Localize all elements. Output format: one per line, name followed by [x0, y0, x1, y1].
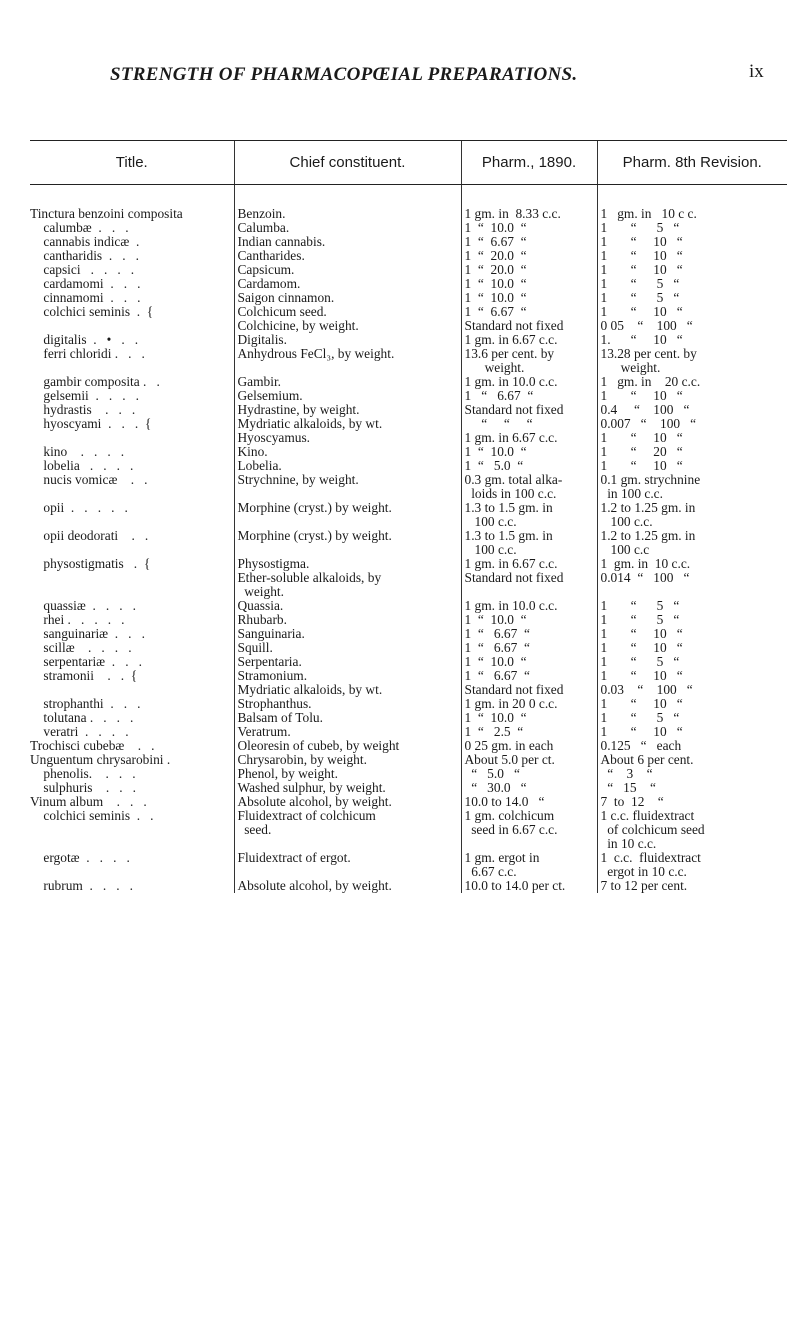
table-header-row	[30, 141, 787, 185]
pharm-1890-cell: 1 “ 6.67 “	[461, 235, 597, 249]
pharm-8th-cell: 1 “ 10 “	[597, 235, 787, 249]
title-cell: cantharidis . . .	[30, 249, 139, 263]
constituent-cell: Veratrum.	[234, 725, 461, 739]
title-cell: quassiæ . . . .	[30, 599, 137, 613]
title-cell: colchici seminis . {	[43, 305, 154, 319]
title-cell: opii deodorati . .	[30, 529, 149, 543]
table-row	[30, 851, 787, 879]
title-cell: nucis vomicæ . .	[30, 473, 148, 487]
running-header: STRENGTH OF PHARMACOPŒIAL PREPARATIONS.	[110, 64, 578, 85]
table-row	[30, 641, 787, 655]
pharm-8th-cell: 1 gm. in 10 c.c. 0.014 “ 100 “	[597, 557, 787, 599]
pharm-1890-cell: 1 “ 10.0 “	[461, 291, 597, 305]
pharm-8th-cell: 1 “ 10 “	[597, 641, 787, 655]
constituent-cell: Squill.	[234, 641, 461, 655]
title-cell: sulphuris . . .	[30, 781, 137, 795]
title-cell: gambir composita . .	[30, 375, 160, 389]
title-cell: Vinum album . . .	[30, 795, 147, 809]
table-row	[30, 529, 787, 557]
pharm-8th-cell: 1 “ 10 “	[597, 459, 787, 473]
title-cell: cinnamomi . . .	[30, 291, 141, 305]
constituent-cell: Benzoin.	[234, 185, 461, 222]
title-cell: sanguinariæ . . .	[30, 627, 145, 641]
pharm-1890-cell: 1 gm. in 10.0 c.c.	[461, 375, 597, 389]
table-row	[30, 501, 787, 529]
pharm-8th-cell: 1 “ 5 “	[597, 277, 787, 291]
pharm-1890-cell: 1 “ 6.67 “	[461, 389, 597, 403]
title-cell: Tinctura benzoini composita	[30, 206, 183, 221]
constituent-cell: Absolute alcohol, by weight.	[234, 795, 461, 809]
pharm-1890-cell: 1 “ 10.0 “	[461, 613, 597, 627]
pharm-8th-cell: 1 “ 5 “	[597, 291, 787, 305]
pharm-8th-cell: “ 3 “	[597, 767, 787, 781]
constituent-cell: Physostigma. Ether-soluble alkaloids, by weight.	[234, 557, 461, 599]
pharm-1890-cell: 0 25 gm. in each	[461, 739, 597, 753]
title-cell: gelsemii . . . .	[30, 389, 139, 403]
column-header-title: Title.	[30, 141, 234, 185]
constituent-cell: Fluidextract of ergot.	[234, 851, 461, 879]
pharm-8th-cell: 1 “ 10 “	[597, 697, 787, 711]
pharm-1890-cell: 1 “ 20.0 “	[461, 263, 597, 277]
table-row	[30, 221, 787, 235]
constituent-cell: Calumba.	[234, 221, 461, 235]
table-row	[30, 445, 787, 459]
title-cell: cardamomi . . .	[30, 277, 141, 291]
constituent-cell: Fluidextract of colchicum seed.	[234, 809, 461, 851]
pharm-8th-cell: 1 “ 20 “	[597, 445, 787, 459]
constituent-cell: Quassia.	[234, 599, 461, 613]
table-row	[30, 473, 787, 501]
pharm-8th-cell: 1 “ 5 “	[597, 655, 787, 669]
pharm-1890-cell: 1.3 to 1.5 gm. in 100 c.c.	[461, 501, 597, 529]
pharm-8th-cell: 1 “ 10 “	[597, 627, 787, 641]
pharm-1890-cell: 1 “ 6.67 “ Standard not fixed	[461, 669, 597, 697]
table-row	[30, 879, 787, 893]
pharm-1890-cell: 1 gm. in 8.33 c.c.	[461, 185, 597, 222]
table-body	[30, 185, 787, 894]
pharm-8th-cell: “ 15 “	[597, 781, 787, 795]
title-cell: capsici . . . .	[30, 263, 135, 277]
pharm-1890-cell: 1 “ 10.0 “	[461, 277, 597, 291]
constituent-cell: Gambir.	[234, 375, 461, 389]
table-row	[30, 599, 787, 613]
constituent-cell: Digitalis.	[234, 333, 461, 347]
table-row	[30, 809, 787, 851]
pharm-1890-cell: “ “ “ 1 gm. in 6.67 c.c.	[461, 417, 597, 445]
column-header-chief-constituent: Chief constituent.	[234, 141, 461, 185]
table-row	[30, 753, 787, 767]
table-row	[30, 781, 787, 795]
pharm-1890-cell: 1 “ 2.5 “	[461, 725, 597, 739]
pharm-1890-cell: 1 gm. ergot in 6.67 c.c.	[461, 851, 597, 879]
constituent-cell: Capsicum.	[234, 263, 461, 277]
pharm-1890-cell: 10.0 to 14.0 per ct.	[461, 879, 597, 893]
pharm-1890-cell: 1 “ 20.0 “	[461, 249, 597, 263]
pharm-1890-cell: 1 “ 10.0 “	[461, 711, 597, 725]
pharm-8th-cell: 7 to 12 per cent.	[597, 879, 787, 893]
pharm-8th-cell: 1 “ 5 “	[597, 221, 787, 235]
pharm-1890-cell: “ 30.0 “	[461, 781, 597, 795]
pharm-8th-cell: 1 “ 10 “ 0.03 “ 100 “	[597, 669, 787, 697]
pharm-1890-cell: “ 5.0 “	[461, 767, 597, 781]
column-header-pharm-1890: Pharm., 1890.	[461, 141, 597, 185]
constituent-cell: Phenol, by weight.	[234, 767, 461, 781]
title-cell: digitalis . • . .	[30, 333, 139, 347]
title-cell: veratri . . . .	[30, 725, 129, 739]
table-row	[30, 697, 787, 711]
title-cell: serpentariæ . . .	[30, 655, 142, 669]
pharm-1890-cell: 1 gm. in 6.67 c.c.	[461, 333, 597, 347]
table-row	[30, 185, 787, 222]
pharm-1890-cell: 1 gm. in 6.67 c.c. Standard not fixed	[461, 557, 597, 599]
pharm-8th-cell: 1 c.c. fluidextract ergot in 10 c.c.	[597, 851, 787, 879]
pharm-1890-cell: 1 “ 6.67 “ Standard not fixed	[461, 305, 597, 333]
pharm-1890-cell: 1 “ 10.0 “	[461, 221, 597, 235]
table-row	[30, 347, 787, 375]
title-cell: phenolis. . . .	[30, 767, 136, 781]
constituent-cell: Cardamom.	[234, 277, 461, 291]
table-row	[30, 767, 787, 781]
constituent-cell: Cantharides.	[234, 249, 461, 263]
pharm-1890-cell: 1 “ 5.0 “	[461, 459, 597, 473]
table-row	[30, 291, 787, 305]
table-row	[30, 249, 787, 263]
constituent-cell: Colchicum seed. Colchicine, by weight.	[234, 305, 461, 333]
pharm-8th-cell: 1 c.c. fluidextract of colchicum seed in 10 c.c.	[597, 809, 787, 851]
pharm-8th-cell: 1 “ 5 “	[597, 599, 787, 613]
pharm-1890-cell: 1 gm. in 20 0 c.c.	[461, 697, 597, 711]
constituent-cell: Washed sulphur, by weight.	[234, 781, 461, 795]
constituent-cell: Strychnine, by weight.	[234, 473, 461, 501]
constituent-cell: Stramonium. Mydriatic alkaloids, by wt.	[234, 669, 461, 697]
constituent-cell: Anhydrous FeCl₃, by weight.	[234, 347, 461, 375]
pharm-1890-cell: 10.0 to 14.0 “	[461, 795, 597, 809]
table-row	[30, 277, 787, 291]
pharm-1890-cell: 1 “ 10.0 “	[461, 445, 597, 459]
pharm-8th-cell: 1 “ 5 “	[597, 711, 787, 725]
constituent-cell: Absolute alcohol, by weight.	[234, 879, 461, 893]
table-row	[30, 375, 787, 389]
title-cell: strophanthi . . .	[30, 697, 141, 711]
column-header-pharm-8th-revision: Pharm. 8th Revision.	[597, 141, 787, 185]
pharm-8th-cell: 7 to 12 “	[597, 795, 787, 809]
pharm-1890-cell: 1 “ 10.0 “	[461, 655, 597, 669]
pharm-8th-cell: 1 “ 10 “	[597, 263, 787, 277]
title-cell: Trochisci cubebæ . .	[30, 739, 155, 753]
table-row	[30, 263, 787, 277]
table-row	[30, 403, 787, 417]
pharm-8th-cell: About 6 per cent.	[597, 753, 787, 767]
constituent-cell: Morphine (cryst.) by weight.	[234, 529, 461, 557]
pharm-1890-cell: 13.6 per cent. by weight.	[461, 347, 597, 375]
title-cell: rubrum . . . .	[30, 879, 134, 893]
table-row	[30, 459, 787, 473]
pharm-8th-cell: 1 “ 10 “	[597, 725, 787, 739]
pharm-8th-cell: 1. “ 10 “	[597, 333, 787, 347]
table-row	[30, 333, 787, 347]
pharm-1890-cell: About 5.0 per ct.	[461, 753, 597, 767]
pharm-8th-cell: 1 “ 10 “	[597, 389, 787, 403]
constituent-cell: Saigon cinnamon.	[234, 291, 461, 305]
constituent-cell: Strophanthus.	[234, 697, 461, 711]
pharm-8th-cell: 1 “ 10 “	[597, 249, 787, 263]
title-cell: rhei . . . . .	[30, 613, 125, 627]
table-row	[30, 235, 787, 249]
table-row	[30, 795, 787, 809]
table-row	[30, 417, 787, 445]
title-cell: Unguentum chrysarobini .	[30, 753, 171, 767]
title-cell: hyoscyami . . . {	[43, 417, 152, 431]
title-cell: hydrastis . . .	[30, 403, 136, 417]
table-row	[30, 627, 787, 641]
page-number: ix	[749, 61, 764, 82]
table-row	[30, 305, 787, 333]
constituent-cell: Chrysarobin, by weight.	[234, 753, 461, 767]
title-cell: physostigmatis . {	[43, 557, 151, 571]
title-cell: kino . . . .	[30, 445, 125, 459]
title-cell: tolutana . . . .	[30, 711, 134, 725]
title-cell: cannabis indicæ .	[30, 235, 140, 249]
title-cell: scillæ . . . .	[30, 641, 132, 655]
title-cell: ergotæ . . . .	[30, 851, 130, 865]
pharm-8th-cell: 1.2 to 1.25 gm. in 100 c.c.	[597, 501, 787, 529]
pharm-8th-cell: 0.007 “ 100 “ 1 “ 10 “	[597, 417, 787, 445]
pharm-1890-cell: 1 “ 6.67 “	[461, 641, 597, 655]
table-row	[30, 655, 787, 669]
pharm-1890-cell: 1 gm. in 10.0 c.c.	[461, 599, 597, 613]
table-row	[30, 725, 787, 739]
pharm-8th-cell: 0.1 gm. strychnine in 100 c.c.	[597, 473, 787, 501]
table-row	[30, 389, 787, 403]
title-cell: calumbæ . . .	[30, 221, 129, 235]
pharm-8th-cell: 1 “ 10 “ 0 05 “ 100 “	[597, 305, 787, 333]
pharm-1890-cell: 0.3 gm. total alka- loids in 100 c.c.	[461, 473, 597, 501]
pharm-8th-cell: 1 gm. in 10 c c.	[597, 185, 787, 222]
table-row	[30, 557, 787, 599]
title-cell: opii . . . . .	[30, 501, 128, 515]
pharm-8th-cell: 13.28 per cent. by weight.	[597, 347, 787, 375]
constituent-cell: Indian cannabis.	[234, 235, 461, 249]
constituent-cell: Serpentaria.	[234, 655, 461, 669]
constituent-cell: Mydriatic alkaloids, by wt. Hyoscyamus.	[234, 417, 461, 445]
constituent-cell: Oleoresin of cubeb, by weight	[234, 739, 461, 753]
pharm-8th-cell: 1 “ 5 “	[597, 613, 787, 627]
constituent-cell: Rhubarb.	[234, 613, 461, 627]
constituent-cell: Lobelia.	[234, 459, 461, 473]
pharm-8th-cell: 1.2 to 1.25 gm. in 100 c.c	[597, 529, 787, 557]
constituent-cell: Morphine (cryst.) by weight.	[234, 501, 461, 529]
pharm-8th-cell: 1 gm. in 20 c.c.	[597, 375, 787, 389]
constituent-cell: Sanguinaria.	[234, 627, 461, 641]
title-cell: stramonii . . {	[43, 669, 138, 683]
table-row	[30, 669, 787, 697]
pharm-8th-cell: 0.125 “ each	[597, 739, 787, 753]
title-cell: ferri chloridi . . .	[30, 347, 145, 361]
table-row	[30, 711, 787, 725]
constituent-cell: Hydrastine, by weight.	[234, 403, 461, 417]
title-cell: lobelia . . . .	[30, 459, 134, 473]
constituent-cell: Gelsemium.	[234, 389, 461, 403]
pharm-1890-cell: 1 gm. colchicum seed in 6.67 c.c.	[461, 809, 597, 851]
pharm-1890-cell: Standard not fixed	[461, 403, 597, 417]
pharm-1890-cell: 1.3 to 1.5 gm. in 100 c.c.	[461, 529, 597, 557]
pharm-8th-cell: 0.4 “ 100 “	[597, 403, 787, 417]
constituent-cell: Kino.	[234, 445, 461, 459]
title-cell: colchici seminis . .	[30, 809, 154, 823]
pharm-1890-cell: 1 “ 6.67 “	[461, 627, 597, 641]
table-row	[30, 739, 787, 753]
constituent-cell: Balsam of Tolu.	[234, 711, 461, 725]
table-row	[30, 613, 787, 627]
pharmacopoeia-strength-table	[30, 140, 787, 893]
